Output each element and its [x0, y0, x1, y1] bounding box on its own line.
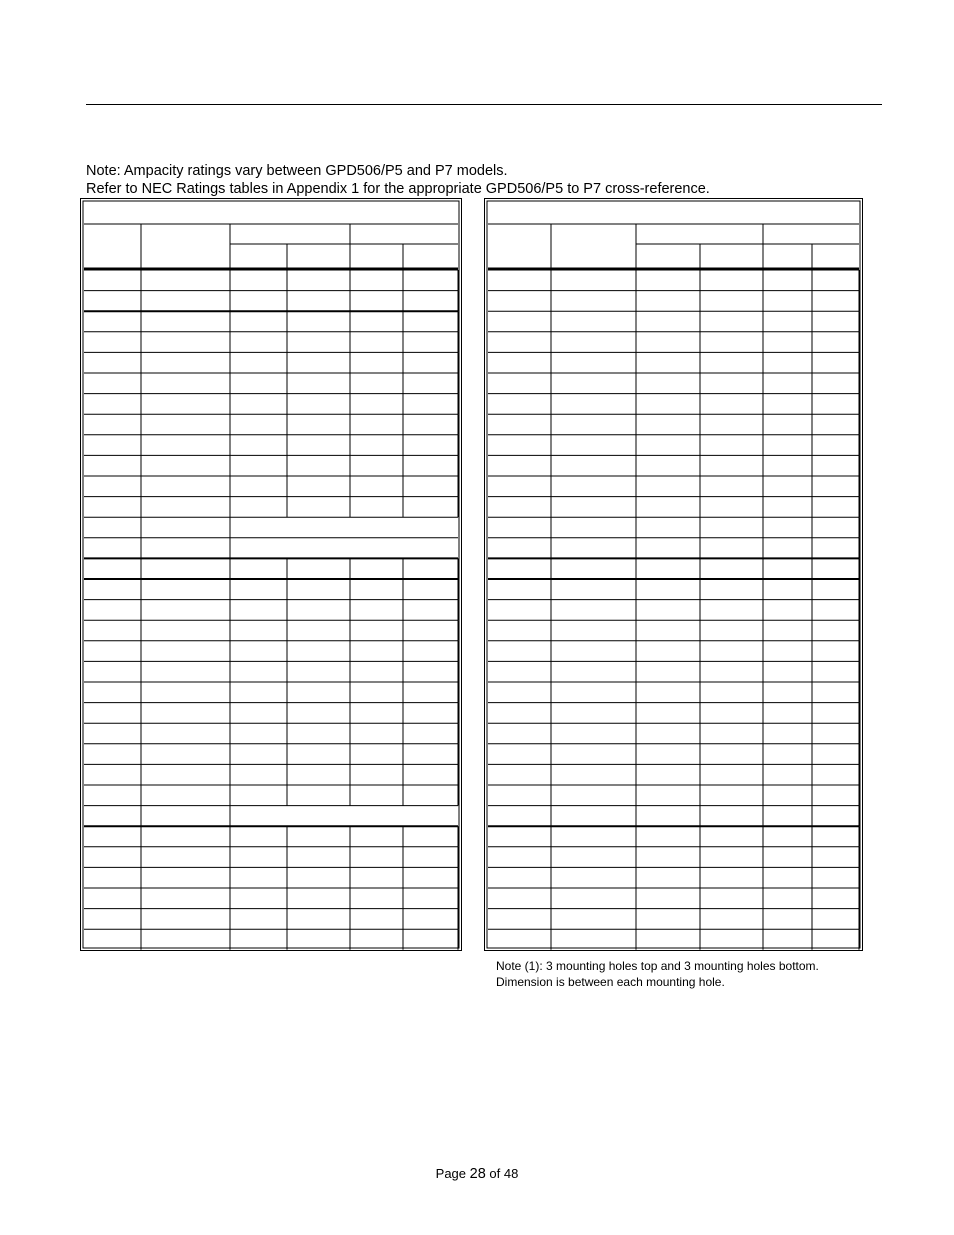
- mounting-hole-footnote: [496, 958, 819, 990]
- right-inner-frame: [487, 201, 860, 948]
- left-table-grid: [81, 199, 461, 950]
- ampacity-note: [86, 162, 710, 198]
- header-rule: [86, 104, 882, 105]
- left-dimension-table: [80, 198, 462, 951]
- page-number: [0, 1166, 954, 1182]
- ampacity-note-line-1: Note: Ampacity ratings vary between GPD506/P5 and P7 models.: [86, 163, 508, 179]
- page-total: of 48: [489, 1166, 519, 1181]
- page-prefix: Page: [435, 1166, 467, 1181]
- footnote-line-2: Dimension is between each mounting hole.: [496, 975, 725, 989]
- right-table-grid: [485, 199, 862, 950]
- footnote-line-1: Note (1): 3 mounting holes top and 3 mounting holes bottom.: [496, 959, 819, 973]
- ampacity-note-line-2: Refer to NEC Ratings tables in Appendix 1 for the appropriate GPD506/P5 to P7 cross-reference.: [86, 181, 710, 197]
- page-current: 28: [469, 1166, 486, 1182]
- right-dimension-table: [484, 198, 863, 951]
